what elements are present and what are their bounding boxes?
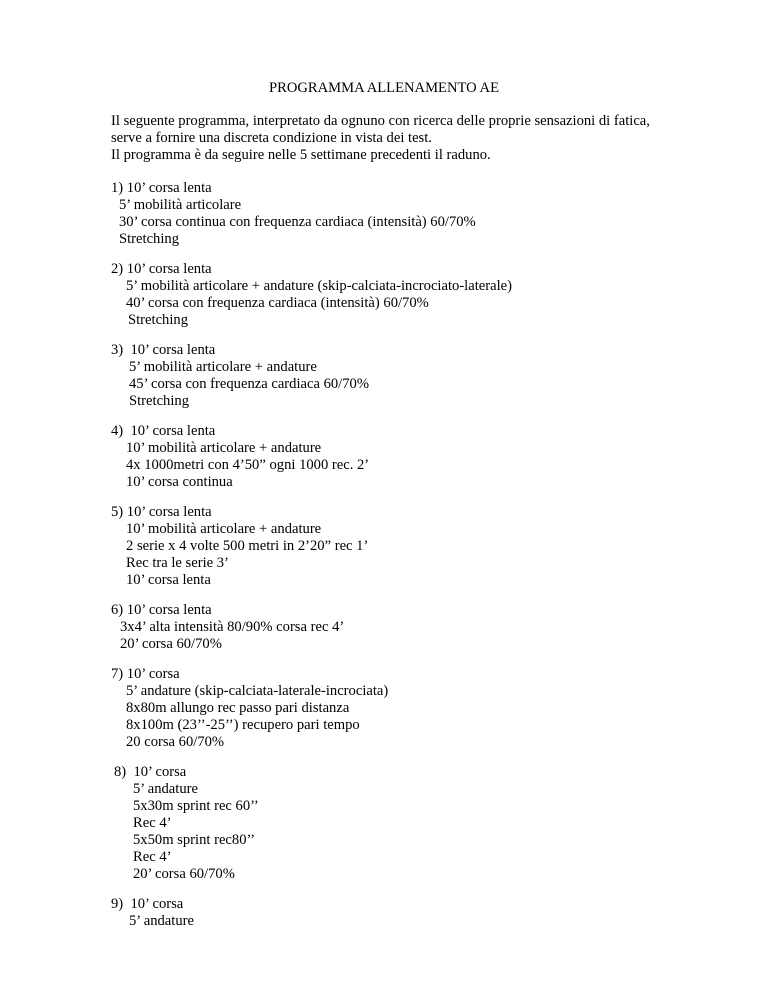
- session-8-line: Rec 4’: [133, 849, 172, 865]
- session-1-line: Stretching: [119, 231, 179, 247]
- session-1-heading: 1) 10’ corsa lenta: [111, 180, 212, 196]
- session-2-heading: 2) 10’ corsa lenta: [111, 261, 212, 277]
- session-8-line: 5x30m sprint rec 60’’: [133, 798, 259, 814]
- session-5-heading: 5) 10’ corsa lenta: [111, 504, 212, 520]
- session-8-line: 20’ corsa 60/70%: [133, 866, 235, 882]
- session-7-heading: 7) 10’ corsa: [111, 666, 180, 682]
- session-5-line: 10’ corsa lenta: [126, 572, 211, 588]
- session-9-heading: 9) 10’ corsa: [111, 896, 184, 912]
- session-1-line: 5’ mobilità articolare: [119, 197, 242, 213]
- session-2-line: Stretching: [128, 312, 188, 328]
- intro-line-2: serve a fornire una discreta condizione in vista dei test.: [111, 130, 432, 146]
- session-7-line: 8x100m (23’’-25’’) recupero pari tempo: [126, 717, 360, 733]
- session-8-line: Rec 4’: [133, 815, 172, 831]
- session-6-line: 20’ corsa 60/70%: [120, 636, 222, 652]
- document-title: PROGRAMMA ALLENAMENTO AE: [268, 80, 499, 96]
- session-7-line: 20 corsa 60/70%: [126, 734, 225, 750]
- intro-line-3: Il programma è da seguire nelle 5 settimane precedenti il raduno.: [111, 147, 491, 163]
- session-6-line: 3x4’ alta intensità 80/90% corsa rec 4’: [120, 619, 345, 635]
- session-5-line: Rec tra le serie 3’: [126, 555, 229, 571]
- session-5-line: 2 serie x 4 volte 500 metri in 2’20” rec 1’: [126, 538, 369, 554]
- intro-line-1: Il seguente programma, interpretato da ognuno con ricerca delle proprie sensazioni di fatica,: [111, 113, 650, 129]
- session-3-line: Stretching: [129, 393, 189, 409]
- session-4-line: 10’ mobilità articolare + andature: [126, 440, 322, 456]
- session-5-line: 10’ mobilità articolare + andature: [126, 521, 322, 537]
- session-8-line: 5’ andature: [133, 781, 198, 797]
- session-2-line: 5’ mobilità articolare + andature (skip-calciata-incrociato-laterale): [126, 278, 512, 294]
- session-3-heading: 3) 10’ corsa lenta: [111, 342, 216, 358]
- session-1-line: 30’ corsa continua con frequenza cardiaca (intensità) 60/70%: [119, 214, 476, 230]
- session-9-line: 5’ andature: [129, 913, 194, 929]
- session-7-line: 5’ andature (skip-calciata-laterale-incrociata): [126, 683, 389, 699]
- session-3-line: 45’ corsa con frequenza cardiaca 60/70%: [129, 376, 369, 392]
- session-8-heading: 8) 10’ corsa: [114, 764, 187, 780]
- session-4-line: 4x 1000metri con 4’50” ogni 1000 rec. 2’: [126, 457, 370, 473]
- session-4-line: 10’ corsa continua: [126, 474, 233, 490]
- session-4-heading: 4) 10’ corsa lenta: [111, 423, 216, 439]
- session-3-line: 5’ mobilità articolare + andature: [129, 359, 317, 375]
- session-2-line: 40’ corsa con frequenza cardiaca (intensità) 60/70%: [126, 295, 429, 311]
- session-7-line: 8x80m allungo rec passo pari distanza: [126, 700, 350, 716]
- session-6-heading: 6) 10’ corsa lenta: [111, 602, 212, 618]
- session-8-line: 5x50m sprint rec80’’: [133, 832, 256, 848]
